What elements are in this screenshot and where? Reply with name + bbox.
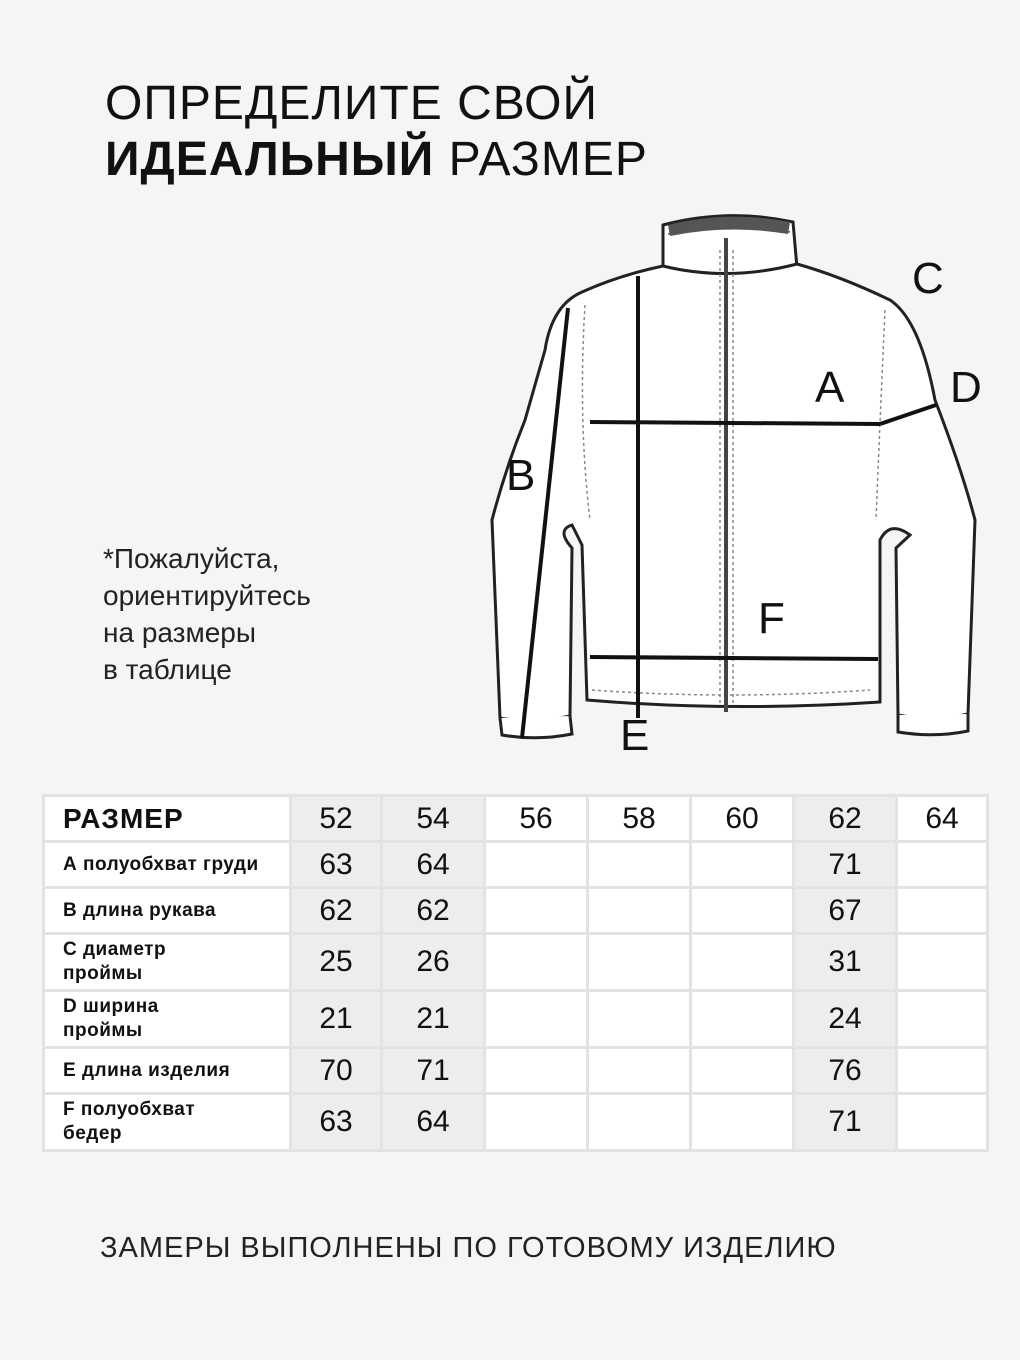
label-a: A [815, 363, 845, 412]
size-note [103, 540, 311, 688]
size-header-cell: 56 [486, 797, 586, 840]
row-label-line: Е длина изделия [63, 1059, 231, 1081]
value-cell [486, 992, 586, 1046]
value-cell [692, 992, 792, 1046]
note-line-4: в таблице [103, 654, 232, 685]
value-cell: 64 [383, 843, 483, 886]
value-cell: 24 [795, 992, 895, 1046]
table-header-label: РАЗМЕР [45, 797, 289, 840]
value-cell [486, 1095, 586, 1149]
title-line-2 [105, 132, 648, 188]
value-cell [486, 889, 586, 932]
page-title [105, 76, 648, 188]
size-header-cell: 60 [692, 797, 792, 840]
table-row [45, 1095, 986, 1149]
label-f: F [758, 594, 785, 643]
value-cell [692, 843, 792, 886]
value-cell: 70 [292, 1049, 380, 1092]
value-cell [486, 935, 586, 989]
value-cell [589, 992, 689, 1046]
table-row [45, 935, 986, 989]
title-bold-word: ИДЕАЛЬНЫЙ [105, 133, 435, 186]
row-label-line: С диаметр [63, 939, 167, 960]
footer-note: ЗАМЕРЫ ВЫПОЛНЕНЫ ПО ГОТОВОМУ ИЗДЕЛИЮ [100, 1232, 837, 1264]
note-line-3: на размеры [103, 617, 257, 648]
value-cell: 62 [383, 889, 483, 932]
label-d: D [950, 363, 982, 412]
value-cell: 62 [292, 889, 380, 932]
size-header-cell: 58 [589, 797, 689, 840]
table-row [45, 1049, 986, 1092]
value-cell [589, 1049, 689, 1092]
value-cell [589, 889, 689, 932]
table-row [45, 889, 986, 932]
value-cell: 63 [292, 843, 380, 886]
value-cell: 63 [292, 1095, 380, 1149]
size-table [42, 794, 989, 1152]
value-cell [898, 1095, 986, 1149]
row-label-line: проймы [63, 963, 143, 984]
value-cell [692, 1095, 792, 1149]
value-cell: 71 [795, 1095, 895, 1149]
size-header-cell: 64 [898, 797, 986, 840]
value-cell [486, 843, 586, 886]
value-cell [692, 889, 792, 932]
table-header-row [45, 797, 986, 840]
value-cell: 71 [383, 1049, 483, 1092]
row-label [45, 992, 289, 1046]
size-header-cell: 62 [795, 797, 895, 840]
value-cell: 31 [795, 935, 895, 989]
value-cell [898, 992, 986, 1046]
value-cell: 21 [383, 992, 483, 1046]
value-cell: 26 [383, 935, 483, 989]
row-label-line: бедер [63, 1123, 123, 1144]
row-label [45, 935, 289, 989]
value-cell: 21 [292, 992, 380, 1046]
row-label-line: проймы [63, 1020, 143, 1041]
value-cell [589, 843, 689, 886]
value-cell: 76 [795, 1049, 895, 1092]
row-label-line: А полуобхват груди [63, 853, 259, 875]
row-label-line: В длина рукава [63, 899, 217, 921]
row-label [45, 889, 289, 932]
jacket-illustration [480, 205, 1020, 770]
note-line-1: *Пожалуйста, [103, 543, 280, 574]
value-cell [486, 1049, 586, 1092]
note-line-2: ориентируйтесь [103, 580, 311, 611]
size-header-cell: 52 [292, 797, 380, 840]
value-cell [898, 1049, 986, 1092]
row-label [45, 1095, 289, 1149]
value-cell [898, 843, 986, 886]
jacket-diagram [480, 205, 1020, 770]
measure-line-f [590, 657, 878, 659]
value-cell [898, 935, 986, 989]
value-cell [589, 1095, 689, 1149]
value-cell [898, 889, 986, 932]
measure-line-a [590, 422, 880, 424]
value-cell [589, 935, 689, 989]
row-label-line: D ширина [63, 996, 159, 1017]
size-header-cell: 54 [383, 797, 483, 840]
label-b: B [506, 451, 536, 500]
label-c: C [912, 254, 944, 303]
row-label-line: F полуобхват [63, 1099, 196, 1120]
value-cell: 71 [795, 843, 895, 886]
table-row [45, 992, 986, 1046]
value-cell: 64 [383, 1095, 483, 1149]
title-rest-word: РАЗМЕР [448, 133, 648, 186]
row-label [45, 843, 289, 886]
title-line-1: ОПРЕДЕЛИТЕ СВОЙ [105, 77, 598, 130]
value-cell: 25 [292, 935, 380, 989]
value-cell [692, 935, 792, 989]
label-e: E [620, 711, 650, 760]
value-cell: 67 [795, 889, 895, 932]
table-row [45, 843, 986, 886]
row-label [45, 1049, 289, 1092]
value-cell [692, 1049, 792, 1092]
